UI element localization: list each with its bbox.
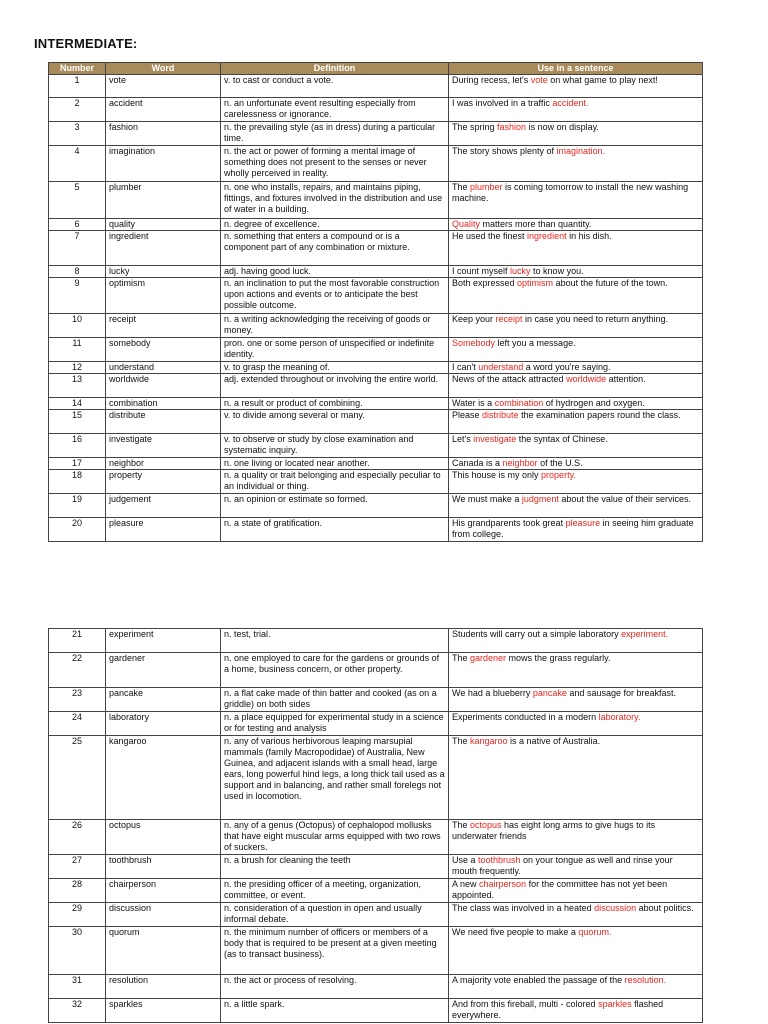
vocabulary-table-2: [48, 628, 703, 1023]
word-number: 5: [49, 182, 106, 219]
example-sentence: [449, 146, 703, 182]
word-definition: v. to observe or study by close examination and systematic inquiry.: [221, 434, 449, 458]
word-number: 13: [49, 374, 106, 398]
example-sentence: [449, 458, 703, 470]
sentence-text: of the U.S.: [537, 458, 583, 468]
table-row: [49, 219, 703, 231]
vocabulary-word: property: [106, 470, 221, 494]
word-definition: n. an unfortunate event resulting especially from carelessness or ignorance.: [221, 98, 449, 122]
highlighted-word: ingredient: [527, 231, 567, 241]
sentence-text: the syntax of Chinese.: [516, 434, 608, 444]
word-number: 4: [49, 146, 106, 182]
sentence-text: I can't: [452, 362, 479, 372]
example-sentence: [449, 410, 703, 434]
vocabulary-word: gardener: [106, 653, 221, 688]
highlighted-word: optimism: [517, 278, 554, 288]
sentence-text: in case you need to return anything.: [522, 314, 669, 324]
sentence-text: about the value of their services.: [558, 494, 691, 504]
word-number: 21: [49, 629, 106, 653]
highlighted-word: experiment.: [621, 629, 669, 639]
sentence-text: Keep your: [452, 314, 496, 324]
sentence-text: Students will carry out a simple laboratory: [452, 629, 622, 639]
table-row: [49, 494, 703, 518]
table-row: [49, 398, 703, 410]
word-number: 19: [49, 494, 106, 518]
vocabulary-word: discussion: [106, 903, 221, 927]
highlighted-word: sparkles: [598, 999, 632, 1009]
table-row: [49, 362, 703, 374]
example-sentence: [449, 338, 703, 362]
sentence-text: mows the grass regularly.: [506, 653, 611, 663]
table-row: [49, 470, 703, 494]
table-row: [49, 820, 703, 855]
sentence-text: Experiments conducted in a modern: [452, 712, 599, 722]
table-row: [49, 434, 703, 458]
word-number: 3: [49, 122, 106, 146]
highlighted-word: property.: [541, 470, 576, 480]
word-definition: n. a little spark.: [221, 999, 449, 1023]
vocabulary-word: pancake: [106, 688, 221, 712]
sentence-text: We must make a: [452, 494, 522, 504]
highlighted-word: discussion: [594, 903, 637, 913]
example-sentence: [449, 855, 703, 879]
word-definition: n. any of various herbivorous leaping marsupial mammals (family Macropodidae) of Australia, New Guinea, and adjacent islands with a small head, large ears, long powerful hind legs, a long thick tail used as a support and in balancing, and rather small forelegs not used in locomotion.: [221, 736, 449, 820]
header-sentence: Use in a sentence: [449, 63, 703, 75]
highlighted-word: pancake: [532, 688, 567, 698]
example-sentence: [449, 398, 703, 410]
header-definition: Definition: [221, 63, 449, 75]
word-number: 9: [49, 278, 106, 314]
vocabulary-word: somebody: [106, 338, 221, 362]
vocabulary-word: imagination: [106, 146, 221, 182]
word-number: 25: [49, 736, 106, 820]
word-number: 15: [49, 410, 106, 434]
header-number: Number: [49, 63, 106, 75]
table-row: [49, 314, 703, 338]
vocabulary-word: judgement: [106, 494, 221, 518]
example-sentence: [449, 278, 703, 314]
vocabulary-word: optimism: [106, 278, 221, 314]
example-sentence: [449, 219, 703, 231]
word-definition: n. a flat cake made of thin batter and cooked (as on a griddle) on both sides: [221, 688, 449, 712]
vocabulary-word: sparkles: [106, 999, 221, 1023]
highlighted-word: distribute: [482, 410, 519, 420]
sentence-text: on what game to play next!: [547, 75, 658, 85]
highlighted-word: plumber: [470, 182, 503, 192]
word-definition: n. the presiding officer of a meeting, organization, committee, or event.: [221, 879, 449, 903]
word-definition: n. an opinion or estimate so formed.: [221, 494, 449, 518]
highlighted-word: laboratory.: [598, 712, 641, 722]
table-row: [49, 338, 703, 362]
vocabulary-word: lucky: [106, 266, 221, 278]
sentence-text: a word you're saying.: [523, 362, 611, 372]
example-sentence: [449, 688, 703, 712]
highlighted-word: worldwide: [566, 374, 607, 384]
vocabulary-table-1: [48, 62, 703, 542]
highlighted-word: chairperson: [479, 879, 527, 889]
word-definition: adj. having good luck.: [221, 266, 449, 278]
vocabulary-word: investigate: [106, 434, 221, 458]
word-number: 24: [49, 712, 106, 736]
page-heading: INTERMEDIATE:: [34, 36, 138, 51]
vocabulary-word: resolution: [106, 975, 221, 999]
vocabulary-word: neighbor: [106, 458, 221, 470]
table-row: [49, 975, 703, 999]
example-sentence: [449, 736, 703, 820]
vocabulary-word: octopus: [106, 820, 221, 855]
sentence-text: The: [452, 820, 471, 830]
highlighted-word: judgment: [521, 494, 559, 504]
word-number: 18: [49, 470, 106, 494]
sentence-text: for the committee has not yet been appointed.: [452, 879, 668, 900]
example-sentence: [449, 653, 703, 688]
word-number: 16: [49, 434, 106, 458]
word-definition: n. the prevailing style (as in dress) during a particular time.: [221, 122, 449, 146]
word-definition: n. the act or process of resolving.: [221, 975, 449, 999]
sentence-text: about politics.: [636, 903, 694, 913]
vocabulary-word: worldwide: [106, 374, 221, 398]
sentence-text: on your tongue as well and rinse your mouth frequently.: [452, 855, 673, 876]
highlighted-word: toothbrush: [478, 855, 521, 865]
sentence-text: His grandparents took great: [452, 518, 566, 528]
vocabulary-word: kangaroo: [106, 736, 221, 820]
example-sentence: [449, 362, 703, 374]
word-number: 12: [49, 362, 106, 374]
sentence-text: During recess, let's: [452, 75, 531, 85]
sentence-text: Canada is a: [452, 458, 503, 468]
example-sentence: [449, 122, 703, 146]
sentence-text: flashed everywhere.: [452, 999, 664, 1020]
word-definition: n. consideration of a question in open and usually informal debate.: [221, 903, 449, 927]
word-definition: n. a brush for cleaning the teeth: [221, 855, 449, 879]
sentence-text: News of the attack attracted: [452, 374, 567, 384]
table-row: [49, 374, 703, 398]
sentence-text: of hydrogen and oxygen.: [543, 398, 645, 408]
word-definition: n. a quality or trait belonging and especially peculiar to an individual or thing.: [221, 470, 449, 494]
vocabulary-word: accident: [106, 98, 221, 122]
table-row: [49, 182, 703, 219]
highlighted-word: pleasure: [565, 518, 601, 528]
header-word: Word: [106, 63, 221, 75]
word-number: 6: [49, 219, 106, 231]
highlighted-word: gardener: [470, 653, 507, 663]
word-definition: v. to cast or conduct a vote.: [221, 75, 449, 98]
vocabulary-word: quorum: [106, 927, 221, 975]
vocabulary-word: quality: [106, 219, 221, 231]
highlighted-word: fashion: [497, 122, 527, 132]
table-row: [49, 653, 703, 688]
word-number: 7: [49, 231, 106, 266]
word-number: 29: [49, 903, 106, 927]
vocabulary-word: plumber: [106, 182, 221, 219]
sentence-text: Both expressed: [452, 278, 518, 288]
sentence-text: about the future of the town.: [553, 278, 668, 288]
sentence-text: This house is my only: [452, 470, 542, 480]
highlighted-word: imagination.: [556, 146, 606, 156]
highlighted-word: resolution.: [624, 975, 667, 985]
sentence-text: The: [452, 653, 471, 663]
example-sentence: [449, 999, 703, 1023]
example-sentence: [449, 879, 703, 903]
table-row: [49, 855, 703, 879]
table-row: [49, 736, 703, 820]
vocabulary-word: ingredient: [106, 231, 221, 266]
word-number: 17: [49, 458, 106, 470]
vocabulary-word: pleasure: [106, 518, 221, 542]
example-sentence: [449, 975, 703, 999]
sentence-text: matters more than quantity.: [480, 219, 592, 229]
sentence-text: Let's: [452, 434, 474, 444]
vocabulary-word: understand: [106, 362, 221, 374]
sentence-text: We had a blueberry: [452, 688, 533, 698]
sentence-text: Use a: [452, 855, 479, 865]
word-number: 8: [49, 266, 106, 278]
vocabulary-word: laboratory: [106, 712, 221, 736]
word-definition: n. any of a genus (Octopus) of cephalopod mollusks that have eight muscular arms equipped with two rows of suckers.: [221, 820, 449, 855]
sentence-text: is coming tomorrow to install the new washing machine.: [452, 182, 689, 203]
highlighted-word: kangaroo: [470, 736, 508, 746]
word-definition: n. one employed to care for the gardens or grounds of a home, business concern, or other property.: [221, 653, 449, 688]
example-sentence: [449, 820, 703, 855]
table-row: [49, 712, 703, 736]
word-number: 31: [49, 975, 106, 999]
table-row: [49, 458, 703, 470]
word-number: 20: [49, 518, 106, 542]
vocabulary-word: combination: [106, 398, 221, 410]
sentence-text: The: [452, 736, 471, 746]
word-number: 10: [49, 314, 106, 338]
vocabulary-word: experiment: [106, 629, 221, 653]
sentence-text: A new: [452, 879, 480, 889]
highlighted-word: receipt: [495, 314, 523, 324]
highlighted-word: combination: [494, 398, 544, 408]
highlighted-word: Quality: [452, 219, 481, 229]
example-sentence: [449, 266, 703, 278]
sentence-text: Please: [452, 410, 483, 420]
sentence-text: to know you.: [530, 266, 584, 276]
table-row: [49, 266, 703, 278]
table-row: [49, 75, 703, 98]
vocabulary-word: receipt: [106, 314, 221, 338]
highlighted-word: octopus: [470, 820, 502, 830]
example-sentence: [449, 434, 703, 458]
table-row: [49, 146, 703, 182]
word-definition: n. a state of gratification.: [221, 518, 449, 542]
vocabulary-word: toothbrush: [106, 855, 221, 879]
word-number: 22: [49, 653, 106, 688]
table-row: [49, 999, 703, 1023]
example-sentence: [449, 470, 703, 494]
sentence-text: and sausage for breakfast.: [566, 688, 676, 698]
table-row: [49, 98, 703, 122]
example-sentence: [449, 231, 703, 266]
sentence-text: has eight long arms to give hugs to its underwater friends: [452, 820, 656, 841]
table-row: [49, 231, 703, 266]
table-row: [49, 688, 703, 712]
vocabulary-word: fashion: [106, 122, 221, 146]
example-sentence: [449, 374, 703, 398]
vocabulary-word: vote: [106, 75, 221, 98]
word-definition: pron. one or some person of unspecified or indefinite identity.: [221, 338, 449, 362]
table-row: [49, 629, 703, 653]
sentence-text: The spring: [452, 122, 498, 132]
word-number: 11: [49, 338, 106, 362]
word-number: 23: [49, 688, 106, 712]
sentence-text: And from this fireball, multi - colored: [452, 999, 599, 1009]
word-definition: n. test, trial.: [221, 629, 449, 653]
example-sentence: [449, 629, 703, 653]
word-definition: v. to grasp the meaning of.: [221, 362, 449, 374]
example-sentence: [449, 314, 703, 338]
example-sentence: [449, 712, 703, 736]
word-definition: n. the minimum number of officers or members of a body that is required to be present at a given meeting (as to transact business).: [221, 927, 449, 975]
sentence-text: Water is a: [452, 398, 495, 408]
sentence-text: is now on display.: [526, 122, 599, 132]
example-sentence: [449, 182, 703, 219]
word-number: 26: [49, 820, 106, 855]
table-row: [49, 518, 703, 542]
word-definition: n. degree of excellence.: [221, 219, 449, 231]
word-definition: v. to divide among several or many.: [221, 410, 449, 434]
word-definition: n. one who installs, repairs, and maintains piping, fittings, and fixtures involved in the distribution and use of water in a building.: [221, 182, 449, 219]
sentence-text: attention.: [606, 374, 646, 384]
word-number: 1: [49, 75, 106, 98]
highlighted-word: lucky: [510, 266, 531, 276]
example-sentence: [449, 75, 703, 98]
highlighted-word: Somebody: [452, 338, 496, 348]
word-number: 32: [49, 999, 106, 1023]
table-header-row: [49, 63, 703, 75]
word-number: 28: [49, 879, 106, 903]
highlighted-word: neighbor: [502, 458, 538, 468]
highlighted-word: vote: [530, 75, 548, 85]
word-definition: n. the act or power of forming a mental image of something does not present to the senses or never wholly perceived in reality.: [221, 146, 449, 182]
highlighted-word: accident.: [552, 98, 589, 108]
sentence-text: in his dish.: [566, 231, 612, 241]
table-row: [49, 879, 703, 903]
example-sentence: [449, 903, 703, 927]
highlighted-word: investigate: [473, 434, 517, 444]
example-sentence: [449, 98, 703, 122]
sentence-text: He used the finest: [452, 231, 528, 241]
word-definition: n. something that enters a compound or is a component part of any combination or mixture.: [221, 231, 449, 266]
example-sentence: [449, 494, 703, 518]
word-number: 30: [49, 927, 106, 975]
word-definition: n. one living or located near another.: [221, 458, 449, 470]
sentence-text: The class was involved in a heated: [452, 903, 595, 913]
word-number: 27: [49, 855, 106, 879]
sentence-text: left you a message.: [495, 338, 576, 348]
word-definition: n. a writing acknowledging the receiving of goods or money.: [221, 314, 449, 338]
sentence-text: I count myself: [452, 266, 511, 276]
vocabulary-word: distribute: [106, 410, 221, 434]
sentence-text: We need five people to make a: [452, 927, 579, 937]
highlighted-word: quorum.: [578, 927, 612, 937]
table-row: [49, 278, 703, 314]
example-sentence: [449, 518, 703, 542]
table-row: [49, 122, 703, 146]
sentence-text: A majority vote enabled the passage of the: [452, 975, 625, 985]
sentence-text: The story shows plenty of: [452, 146, 557, 156]
vocabulary-word: chairperson: [106, 879, 221, 903]
example-sentence: [449, 927, 703, 975]
table-row: [49, 410, 703, 434]
word-definition: adj. extended throughout or involving the entire world.: [221, 374, 449, 398]
sentence-text: the examination papers round the class.: [518, 410, 681, 420]
word-definition: n. an inclination to put the most favorable construction upon actions and events or to anticipate the best possible outcome.: [221, 278, 449, 314]
word-definition: n. a place equipped for experimental study in a science or for testing and analysis: [221, 712, 449, 736]
word-definition: n. a result or product of combining.: [221, 398, 449, 410]
highlighted-word: understand: [478, 362, 524, 372]
word-number: 14: [49, 398, 106, 410]
word-number: 2: [49, 98, 106, 122]
sentence-text: in seeing him graduate from college.: [452, 518, 694, 539]
table-row: [49, 927, 703, 975]
table-row: [49, 903, 703, 927]
sentence-text: The: [452, 182, 471, 192]
sentence-text: is a native of Australia.: [507, 736, 601, 746]
sentence-text: I was involved in a traffic: [452, 98, 553, 108]
